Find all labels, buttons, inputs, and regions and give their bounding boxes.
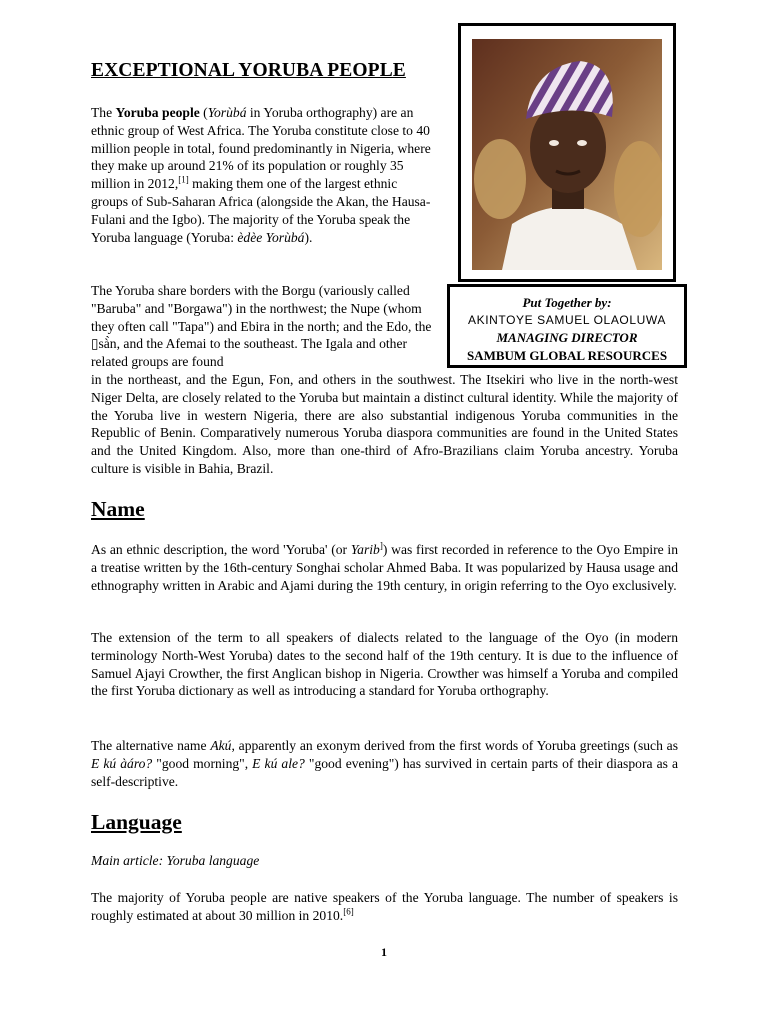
author-role: MANAGING DIRECTOR (496, 330, 638, 345)
name-paragraph-2: The extension of the term to all speakers of dialects related to the language of the Oyo (in modern terminology North-West Yoruba) dates to the second half of the 19th century. It is due to the influence of Samuel Ajayi Crowther, the first Anglican bishop in Nigeria. Crowther was himself a Yoruba and compiled the first Yoruba dictionary as well as introducing a standard for Yoruba orthography. (91, 630, 678, 699)
page-title: EXCEPTIONAL YORUBA PEOPLE (91, 60, 406, 81)
caption-box (447, 284, 687, 368)
yoruba-people-term: Yoruba people (115, 105, 200, 120)
portrait-photo (472, 39, 662, 270)
language-paragraph-1: The majority of Yoruba people are native speakers of the Yoruba language. The number of speakers is roughly estimated at about 30 million in 2010.[6] (91, 890, 678, 923)
name-paragraph-1: As an ethnic description, the word 'Yoruba' (or Yarib]) was first recorded in reference to the Oyo Empire in a treatise written by the 16th-century Songhai scholar Ahmed Baba. It was popularized by Hausa usage and ethnography written in Arabic and Ajami during the 19th century, in origin referring to the Oyo exclusively. (91, 540, 679, 593)
reference-1[interactable]: [1] (178, 174, 189, 185)
author-name: AKINTOYE SAMUEL OLAOLUWA (467, 312, 666, 327)
intro-paragraph: The Yoruba people (Yorùbá in Yoruba orthography) are an ethnic group of West Africa. The Yoruba constitute close to 40 million people in total, found predominantly in Nigeria, where they make up around 21% of its population or roughly 35 million in 2012,[1] making them one of the largest ethnic groups of Sub-Saharan Africa (alongside the Akan, the Hausa-Fulani and the Igbo). The majority of the Yoruba speak the Yoruba language (Yoruba: èdèe Yorùbá). (91, 105, 431, 245)
name-paragraph-3: The alternative name Akú, apparently an exonym derived from the first words of Yoruba greetings (such as E kú àáro? "good morning", E kú ale? "good evening") has survived in certain parts of their diaspora as a self-descriptive. (91, 738, 679, 789)
put-together-label: Put Together by: (522, 295, 612, 310)
borders-paragraph-wide: in the northeast, and the Egun, Fon, and others in the southwest. The Itsekiri who live in the north-west Niger Delta, are closely related to the Yoruba but maintain a distinct cultural identity. While the majority of the Yoruba live in western Nigeria, there are also substantial indigenous Yoruba communities in the Republic of Benin. Comparatively numerous Yoruba diaspora communities are found in the United States and the United Kingdom. Also, more than one-third of Afro-Brazilians claim Yoruba ancestry. Yoruba culture is visible in Bahia, Brazil. (91, 372, 678, 476)
borders-paragraph-narrow: The Yoruba share borders with the Borgu (variously called "Baruba" and "Borgawa") in the northwest; the Nupe (whom they often call "Tapa") and Ebira in the north; and the Edo, the ▯sà̀n, and the Afemai to the southeast. The Igala and other related groups are found (91, 283, 432, 370)
language-heading: Language (91, 810, 182, 834)
page-number: 1 (381, 945, 387, 959)
author-company: SAMBUM GLOBAL RESOURCES (466, 347, 668, 363)
main-article-link[interactable]: Main article: Yoruba language (91, 853, 260, 868)
reference-6[interactable]: [6] (343, 906, 354, 917)
portrait-frame (458, 23, 676, 282)
reference-yarib[interactable]: ] (379, 540, 383, 551)
name-heading: Name (91, 497, 145, 521)
